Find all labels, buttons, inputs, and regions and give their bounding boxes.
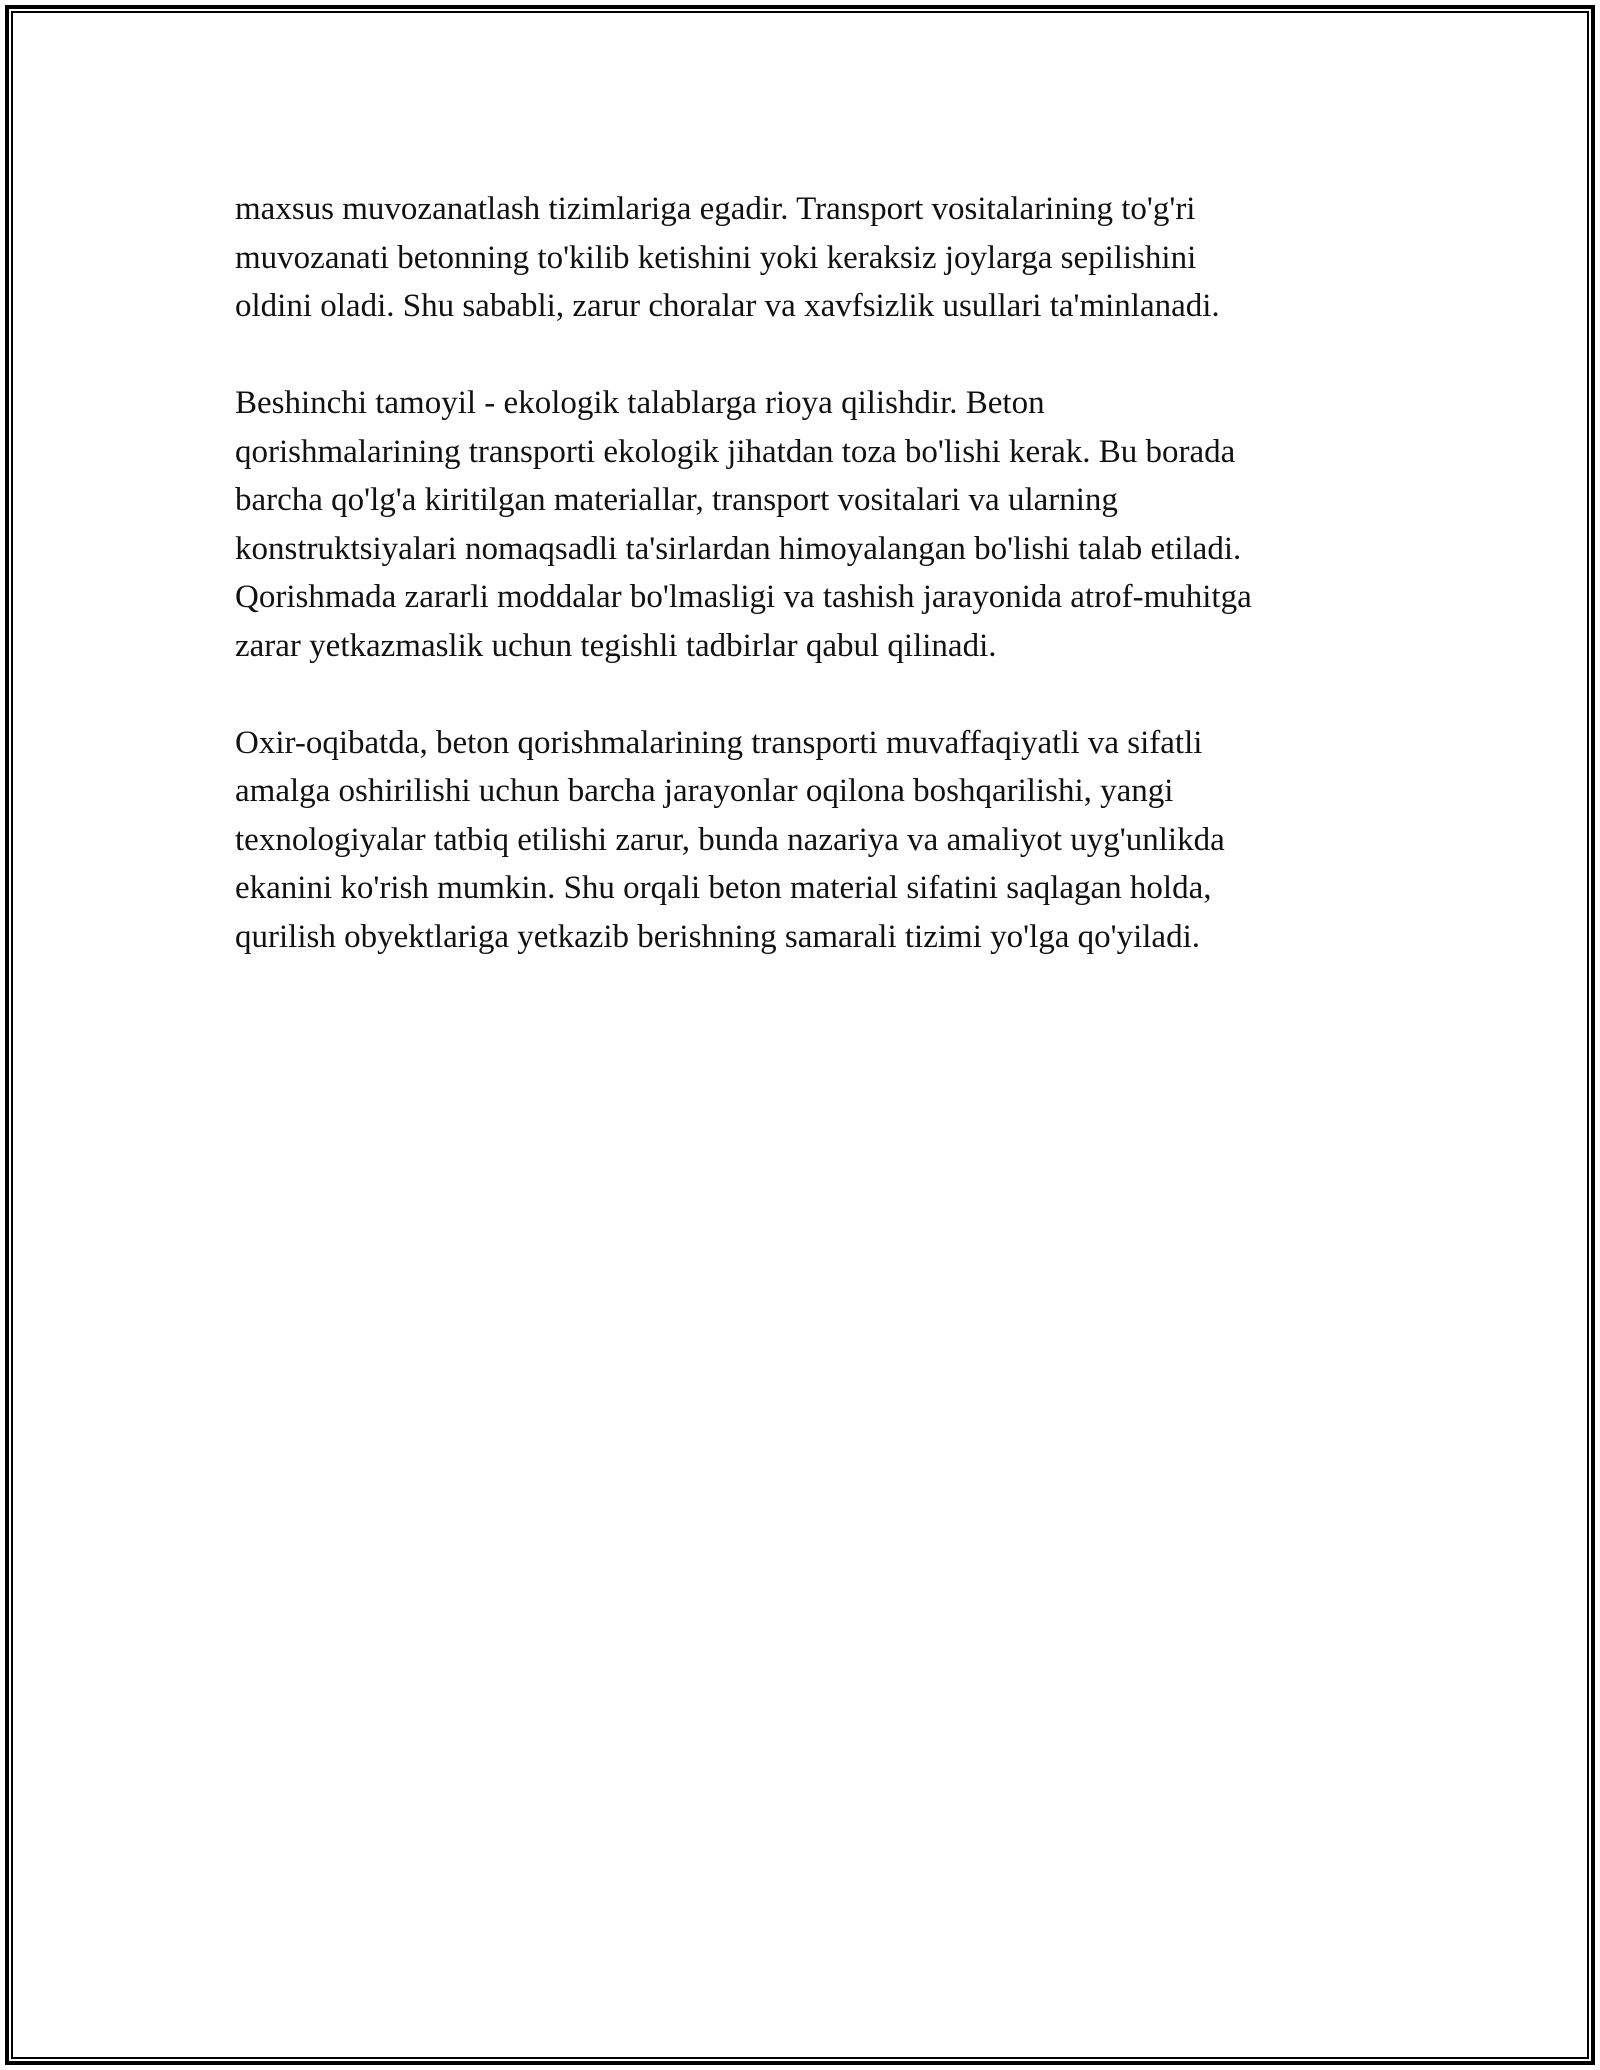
paragraph-line: zarar yetkazmaslik uchun tegishli tadbirlar qabul qilinadi. (235, 627, 997, 664)
paragraph-line: qorishmalarining transporti ekologik jihatdan toza bo'lishi kerak. Bu borada (235, 433, 1236, 470)
document-body (235, 185, 1395, 1010)
paragraph-line: Qorishmada zararli moddalar bo'lmasligi va tashish jarayonida atrof-muhitga (235, 579, 1252, 615)
paragraph-line: konstruktsiyalari nomaqsadli ta'sirlardan himoyalangan bo'lishi talab etiladi. (235, 530, 1242, 567)
paragraph-line: oldini oladi. Shu sababli, zarur choralar va xavfsizlik usullari ta'minlanadi. (235, 288, 1220, 324)
paragraph-line: muvozanati betonning to'kilib ketishini yoki keraksiz joylarga sepilishini (235, 239, 1197, 276)
paragraph-line: maxsus muvozanatlash tizimlariga egadir. Transport vositalarining to'g'ri (235, 191, 1196, 227)
paragraph-1 (235, 185, 1395, 331)
paragraph-line: Beshinchi tamoyil - ekologik talablarga rioya qilishdir. Beton (235, 385, 1045, 421)
paragraph-3 (235, 719, 1395, 962)
paragraph-line: barcha qo'lg'a kiritilgan materiallar, transport vositalari va ularning (235, 482, 1118, 518)
paragraph-line: ekanini ko'rish mumkin. Shu orqali beton material sifatini saqlagan holda, (235, 870, 1212, 906)
paragraph-line: Oxir-oqibatda, beton qorishmalarining transporti muvaffaqiyatli va sifatli (235, 724, 1203, 761)
paragraph-line: texnologiyalar tatbiq etilishi zarur, bunda nazariya va amaliyot uyg'unlikda (235, 821, 1225, 858)
paragraph-line: qurilish obyektlariga yetkazib berishning samarali tizimi yo'lga qo'yiladi. (235, 918, 1200, 955)
paragraph-line: amalga oshirilishi uchun barcha jarayonlar oqilona boshqarilishi, yangi (235, 773, 1174, 809)
paragraph-2 (235, 379, 1395, 670)
